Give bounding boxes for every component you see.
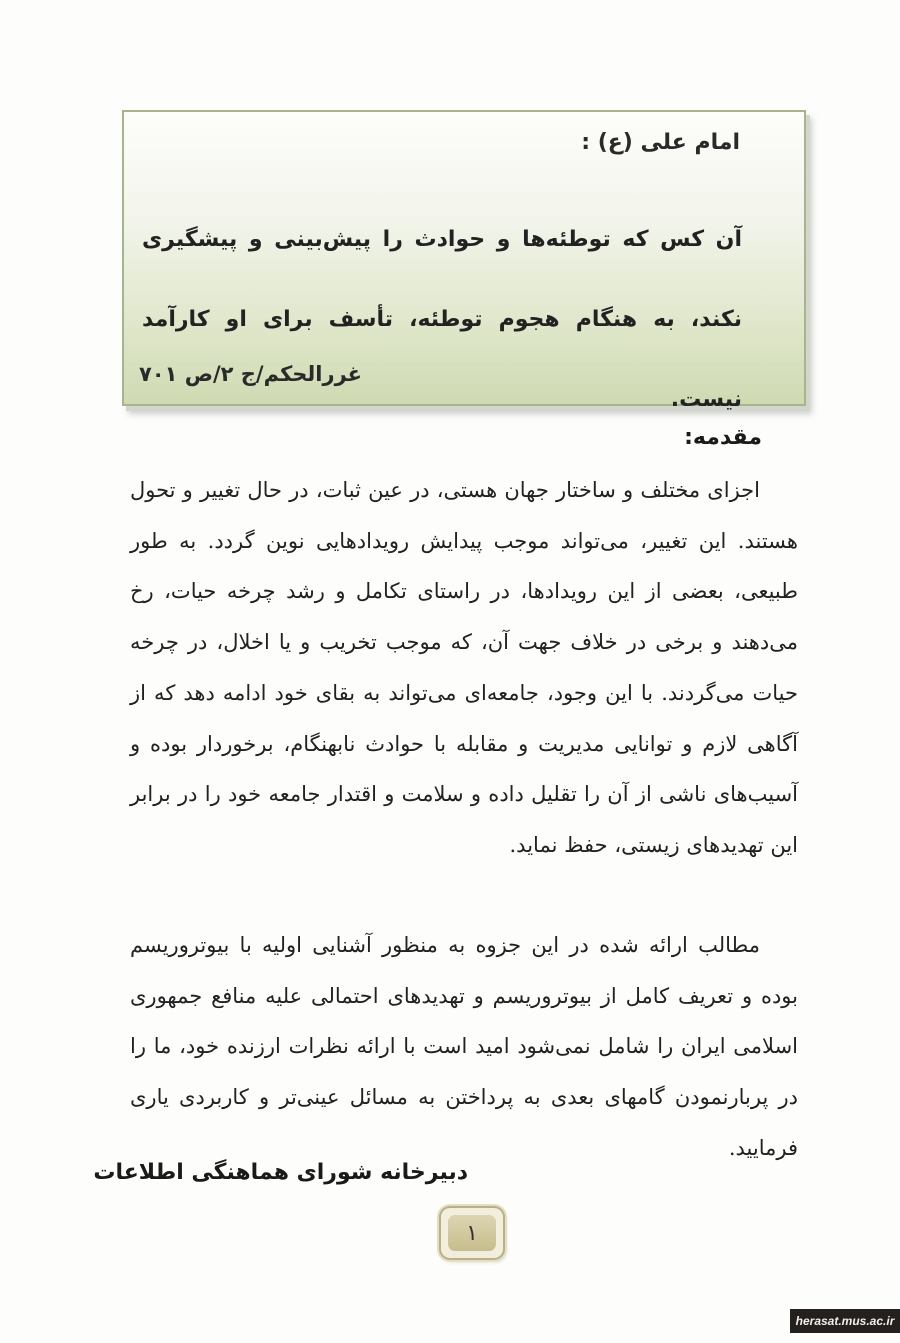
watermark: herasat.mus.ac.ir	[790, 1309, 900, 1333]
quote-source: غررالحکم/ج ۲/ص ۷۰۱	[138, 362, 362, 386]
intro-paragraph-2: مطالب ارائه شده در این جزوه به منظور آشنایی اولیه با بیوتروریسم بوده و تعریف کامل از بیوتروریسم و تهدیدهای احتمالی علیه منافع جمهوری اسلامی ایران را شامل نمی‌شود امید است با ارائه نظرات ارزنده خود، ما را در پربارنمودن گامهای بعدی به پرداختن به مسائل عینی‌تر و کاربردی یاری فرمایید.	[130, 933, 798, 1160]
signature: دبیرخانه شورای هماهنگی اطلاعات	[93, 1160, 468, 1185]
page-number-badge	[441, 1208, 503, 1258]
quote-text: آن کس که توطئه‌ها و حوادث را پیش‌بینی و پیشگیری نکند، به هنگام هجوم توطئه، تأسف برای او کارآمد نیست.	[142, 227, 742, 412]
section-title: مقدمه:	[684, 425, 762, 450]
page-number: ۱	[448, 1215, 496, 1251]
quote-attribution: امام علی (ع) :	[581, 130, 740, 155]
intro-paragraph-1: اجزای مختلف و ساختار جهان هستی، در عین ثبات، در حال تغییر و تحول هستند. این تغییر، می‌تواند موجب پیدایش رویدادهایی نوین گردد. به طور طبیعی، بعضی از این رویدادها، در راستای تکامل و رشد چرخه حیات، رخ می‌دهند و برخی در خلاف جهت آن، که موجب تخریب و یا اخلال، در چرخه حیات می‌گردند. با این وجود، جامعه‌ای می‌تواند به بقای خود ادامه دهد که از آگاهی لازم و توانایی مدیریت و مقابله با حوادث نابهنگام، برخوردار بوده و آسیب‌های ناشی از آن را تقلیل داده و سلامت و اقتدار جامعه خود را در برابر این تهدیدهای زیستی، حفظ نماید.	[130, 478, 798, 857]
quote-box	[122, 110, 806, 412]
